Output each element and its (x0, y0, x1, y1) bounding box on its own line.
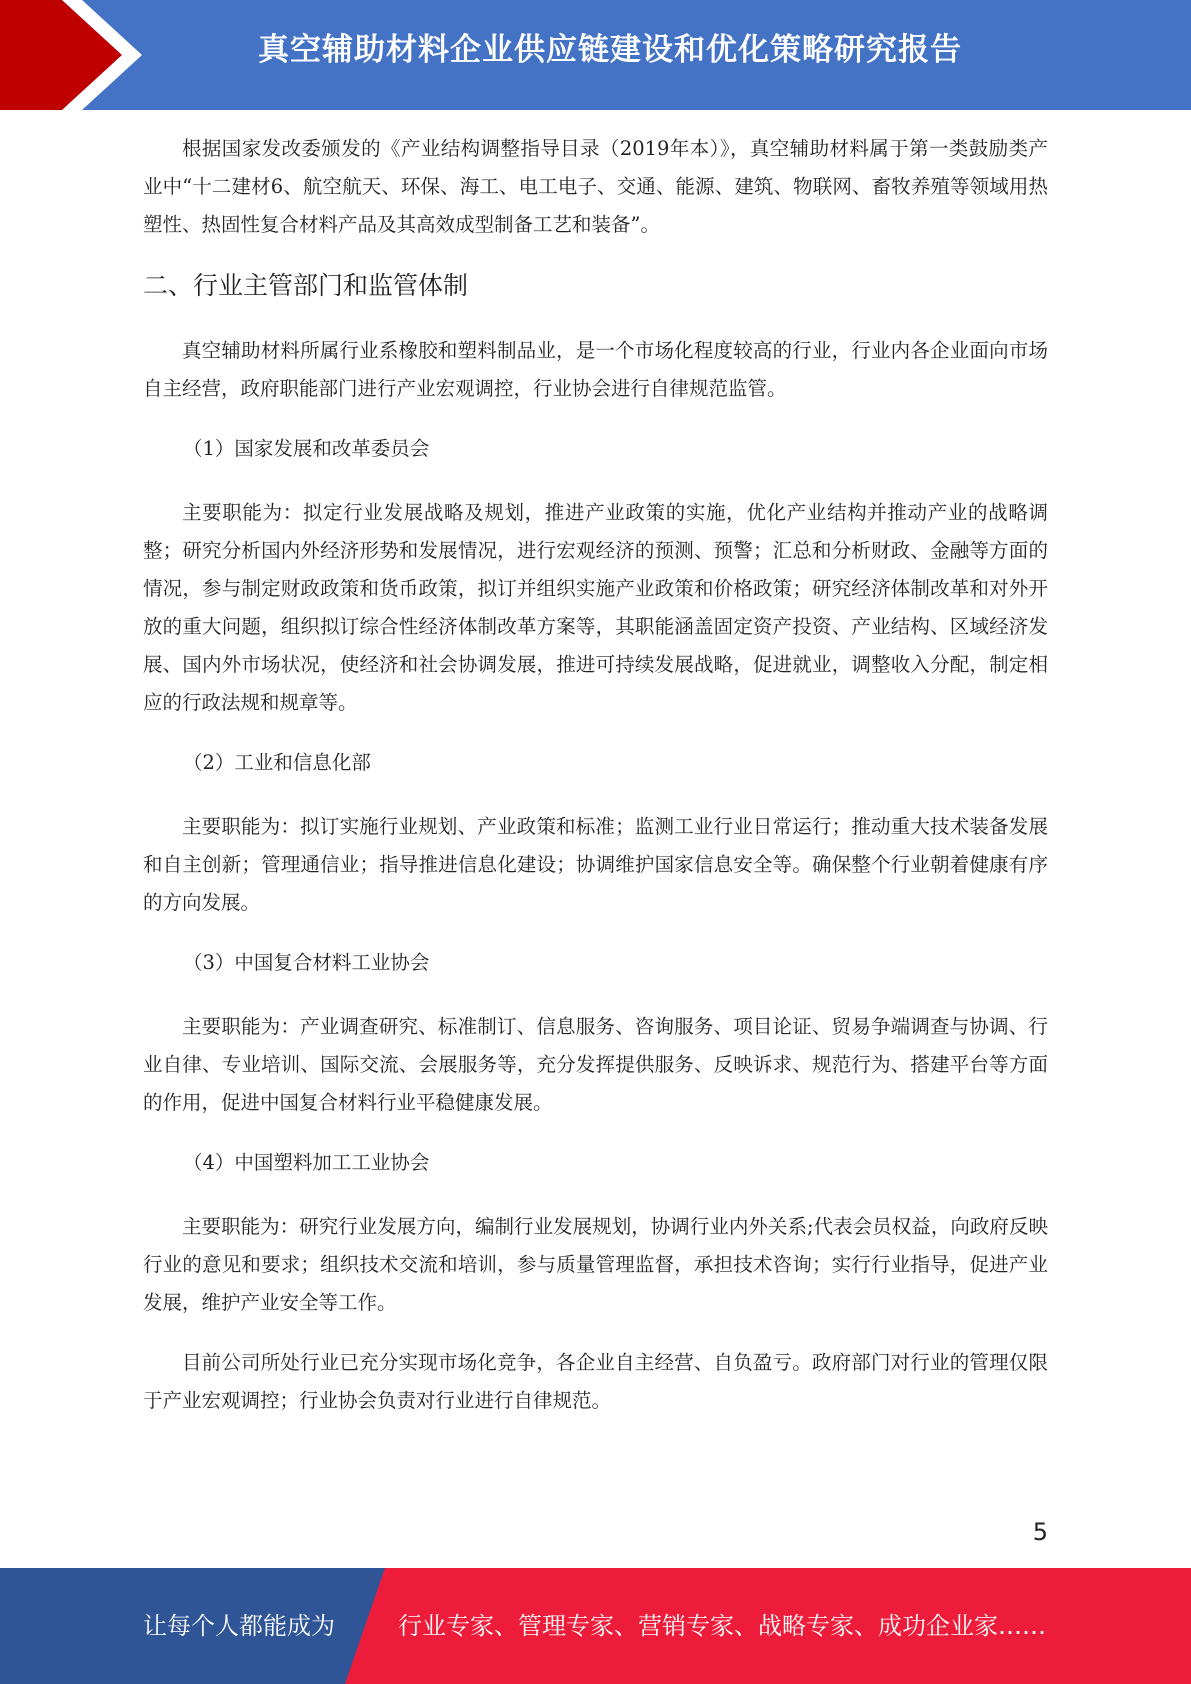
footer-slogan-right: 行业专家、管理专家、营销专家、战略专家、成功企业家…… (398, 1612, 1046, 1640)
page-number: 5 (1032, 1518, 1048, 1546)
item-title-ndrc: （1）国家发展和改革委员会 (183, 437, 430, 460)
closing-paragraph: 目前公司所处行业已充分实现市场化竞争，各企业自主经营、自负盈亏。政府部门对行业的管理仅限于产业宏观调控；行业协会负责对行业进行自律规范。 (143, 1351, 1048, 1412)
item-text-ndrc: 主要职能为：拟定行业发展战略及规划，推进产业政策的实施，优化产业结构并推动产业的战略调整；研究分析国内外经济形势和发展情况，进行宏观经济的预测、预警；汇总和分析财政、金融等方面的情况，参与制定财政政策和货币政策，拟订并组织实施产业政策和价格政策；研究经济体制改革和对外开放的重大问题，组织拟订综合性经济体制改革方案等，其职能涵盖固定资产投资、产业结构、区域经济发展、国内外市场状况，使经济和社会协调发展，推进可持续发展战略，促进就业，调整收入分配，制定相应的行政法规和规章等。 (143, 501, 1048, 714)
item-title-plastics-association: （4）中国塑料加工工业协会 (183, 1151, 430, 1174)
page-content (143, 130, 1048, 1442)
page-footer (0, 1568, 1191, 1684)
page-header (0, 0, 1191, 110)
header-chevron-icon (0, 0, 160, 110)
report-title: 真空辅助材料企业供应链建设和优化策略研究报告 (258, 32, 962, 68)
item-title-miit: （2）工业和信息化部 (183, 751, 371, 774)
item-text-miit: 主要职能为：拟订实施行业规划、产业政策和标准；监测工业行业日常运行；推动重大技术装备发展和自主创新；管理通信业；指导推进信息化建设；协调维护国家信息安全等。确保整个行业朝着健康有序的方向发展。 (143, 815, 1048, 914)
footer-slogan-left: 让每个人都能成为 (143, 1612, 335, 1640)
section-heading: 二、行业主管部门和监管体制 (143, 271, 469, 300)
item-text-plastics-association: 主要职能为：研究行业发展方向，编制行业发展规划，协调行业内外关系;代表会员权益，向政府反映行业的意见和要求；组织技术交流和培训，参与质量管理监督，承担技术咨询；实行行业指导，促进产业发展，维护产业安全等工作。 (143, 1215, 1048, 1314)
intro-paragraph: 根据国家发改委颁发的《产业结构调整指导目录（2019年本）》，真空辅助材料属于第一类鼓励类产业中“十二建材6、航空航天、环保、海工、电工电子、交通、能源、建筑、物联网、畜牧养殖等领域用热塑性、热固性复合材料产品及其高效成型制备工艺和装备”。 (143, 137, 1048, 236)
item-title-composite-association: （3）中国复合材料工业协会 (183, 951, 430, 974)
item-text-composite-association: 主要职能为：产业调查研究、标准制订、信息服务、咨询服务、项目论证、贸易争端调查与协调、行业自律、专业培训、国际交流、会展服务等，充分发挥提供服务、反映诉求、规范行为、搭建平台等方面的作用，促进中国复合材料行业平稳健康发展。 (143, 1015, 1048, 1114)
section-intro-paragraph: 真空辅助材料所属行业系橡胶和塑料制品业，是一个市场化程度较高的行业，行业内各企业面向市场自主经营，政府职能部门进行产业宏观调控，行业协会进行自律规范监管。 (143, 339, 1048, 400)
